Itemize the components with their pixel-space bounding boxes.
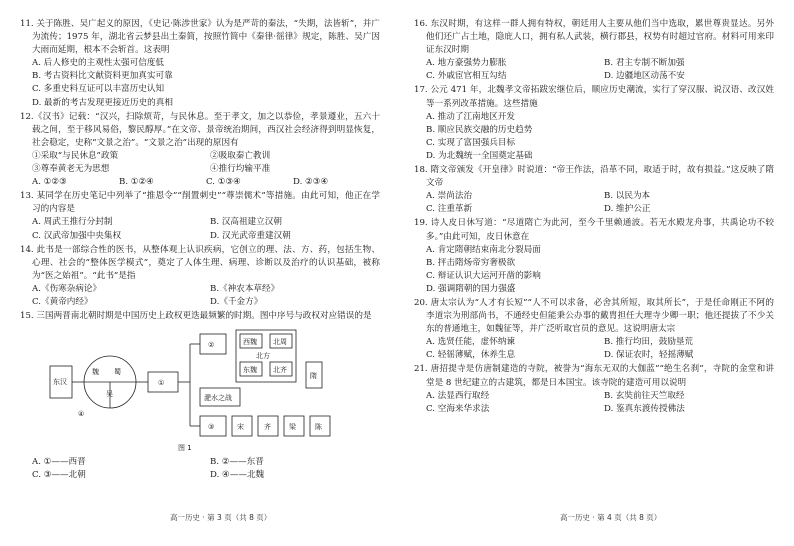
label-sui: 隋 xyxy=(310,372,317,381)
answer-option[interactable]: B. 玄奘前往天竺取经 xyxy=(604,390,685,401)
answer-option[interactable]: B.《神农本草经》 xyxy=(210,283,280,294)
left-column xyxy=(20,18,380,483)
answer-option[interactable]: D. ②③④ xyxy=(293,177,329,188)
answer-option[interactable]: D. 汉光武帝重建汉朝 xyxy=(210,230,291,241)
answer-option[interactable]: B. 汉高祖建立汉朝 xyxy=(210,217,282,228)
answer-options xyxy=(20,456,380,482)
answer-options xyxy=(20,57,380,109)
statement-options xyxy=(20,150,380,176)
answer-option[interactable]: A. 周武王推行分封制 xyxy=(32,217,113,228)
answer-option[interactable]: D. ④——北魏 xyxy=(210,470,265,481)
answer-option[interactable]: B. 推行均田，鼓励垦荒 xyxy=(604,337,694,348)
answer-option[interactable]: B. 君主专制不断加强 xyxy=(604,58,685,69)
answer-option[interactable]: A. 推动了江南地区开发 xyxy=(426,111,516,122)
question xyxy=(414,164,774,216)
question xyxy=(414,18,774,83)
label-dongwei: 东魏 xyxy=(243,366,257,375)
answer-options xyxy=(414,336,774,362)
answer-option[interactable]: B. ①②④ xyxy=(119,177,154,188)
answer-options xyxy=(414,111,774,163)
label-song: 宋 xyxy=(237,423,244,432)
answer-options xyxy=(414,244,774,296)
statement-option: ④推行均输平准 xyxy=(210,164,271,175)
answer-option[interactable]: B. 顺应民族交融的历史趋势 xyxy=(426,124,533,135)
statement-option: ①采取“与民休息”政策 xyxy=(32,150,119,161)
answer-option[interactable]: C.《黄帝内经》 xyxy=(32,296,93,307)
question xyxy=(414,84,774,163)
answer-options xyxy=(20,176,380,189)
label-xiwei: 西魏 xyxy=(243,338,257,347)
answer-option[interactable]: A. 崇尚法治 xyxy=(426,191,473,202)
label-one: ① xyxy=(158,379,165,388)
question xyxy=(20,18,380,110)
label-two: ② xyxy=(208,341,215,350)
label-qi: 齐 xyxy=(264,423,271,432)
label-donghan: 东汉 xyxy=(53,378,67,387)
label-chen: 陈 xyxy=(315,423,322,432)
answer-option[interactable]: C. 实现了富国强兵目标 xyxy=(426,137,516,148)
answer-option[interactable]: A. 后人修史的主观性太强可信度低 xyxy=(32,58,164,69)
question-stem: 14. 此书是一部综合性的医书，从整体观上认识疾病，它创立的理、法、方、药，包括生物、心理、社会的“整体医学模式”，奠定了人体生理、病理、诊断以及治疗的认识基础，被称为“医之始祖”。“此书”是指 xyxy=(20,244,380,281)
answer-option[interactable]: C. ①③④ xyxy=(206,177,241,188)
question-stem: 16. 东汉时期，有这样一群人拥有特权，朝廷用人主要从他们当中选取，累世尊贵显达。另外他们还广占土地，隐庇人口，拥有私人武装，横行郡县，权势有时超过官府。材料可用来印证东汉时期 xyxy=(414,19,774,56)
question-stem: 12.《汉书》记载：“汉兴，扫除烦苛，与民休息。至于孝文，加之以恭俭，孝景遵业，五六十载之间，至于移风易俗，黎民醇厚。”在文帝、景帝统治期间，西汉社会经济得到明显恢复，社会稳定，史称“文景之治”。“文景之治”出现的原因有 xyxy=(20,111,380,148)
question xyxy=(20,111,380,190)
answer-option[interactable]: A. ①②③ xyxy=(32,177,67,188)
answer-option[interactable]: A. 选贤任能，虚怀纳谏 xyxy=(426,337,516,348)
statement-option: ②吸取秦亡教训 xyxy=(210,150,271,161)
question-stem: 18. 隋文帝颁发《开皇律》时说道：“帝王作法，沿革不同，取适于时，故有损益。”这反映了隋文帝 xyxy=(414,165,774,189)
label-wei: 魏 xyxy=(92,368,99,377)
question-stem: 17. 公元 471 年，北魏孝文帝拓跋宏继位后，顺应历史潮流，实行了穿汉服、说汉语、改汉姓等一系列改革措施。这些措施 xyxy=(414,85,774,109)
label-feishui: 淝水之战 xyxy=(204,394,232,403)
statement-option: ③尊奉黄老无为思想 xyxy=(32,164,110,175)
question xyxy=(414,297,774,362)
answer-option[interactable]: B. 以民为本 xyxy=(604,191,651,202)
answer-option[interactable]: A. 肯定隋朝结束南北分裂局面 xyxy=(426,244,541,255)
answer-option[interactable]: C. ③——北朝 xyxy=(32,470,86,481)
question xyxy=(20,310,380,482)
label-beifang: 北方 xyxy=(256,352,270,361)
page-footer-left: 高一历史 · 第 3 页（共 8 页） xyxy=(170,513,272,522)
answer-option[interactable]: D. 最新的考古发现更接近历史的真相 xyxy=(32,97,173,108)
question-stem: 19. 诗人皮日休写道：“尽道隋亡为此河，至今千里赖通波。若无水殿龙舟事，共禹论功不较多。”由此可知，皮日休意在 xyxy=(414,218,774,242)
answer-option[interactable]: C. 空海来华求法 xyxy=(426,403,490,414)
answer-options xyxy=(414,57,774,83)
answer-option[interactable]: D. 边疆地区动荡不安 xyxy=(604,71,685,82)
label-liang: 梁 xyxy=(289,423,296,432)
answer-options xyxy=(414,390,774,416)
answer-option[interactable]: D. 强调隋朝的国力强盛 xyxy=(426,283,516,294)
question-stem: 21. 唐招提寺是仿唐制建造的寺院，被誉为“海东无双的大伽蓝”“绝生名刹”，寺院的金堂和讲堂是 8 世纪建立的古建筑，都是日本国宝。该寺院的建造可用以说明 xyxy=(414,364,774,388)
answer-option[interactable]: A. ①——西晋 xyxy=(32,457,86,468)
answer-option[interactable]: D. 鉴真东渡传授佛法 xyxy=(604,403,685,414)
answer-option[interactable]: C. 注重革新 xyxy=(426,204,473,215)
label-beizhou: 北周 xyxy=(273,338,287,347)
question-stem: 15. 三国两晋南北朝时期是中国历史上政权更迭最频繁的时期。图中序号与政权对应错误的是 xyxy=(20,311,372,322)
question-stem: 13. 某同学在历史笔记中列举了“推恩令”“削置刺史”“尊崇儒术”等措施。由此可知，他正在学习的内容是 xyxy=(20,191,380,215)
answer-option[interactable]: A. 地方豪强势力膨胀 xyxy=(426,58,507,69)
answer-options xyxy=(20,216,380,242)
question xyxy=(414,363,774,415)
answer-option[interactable]: D. 为北魏统一全国奠定基础 xyxy=(426,150,533,161)
question xyxy=(414,217,774,296)
answer-option[interactable]: A. 法显西行取经 xyxy=(426,390,490,401)
label-beiqi: 北齐 xyxy=(273,366,287,375)
figure-caption: 图 1 xyxy=(178,444,192,453)
answer-options xyxy=(414,190,774,216)
answer-option[interactable]: B. 考古资料比文献资料更加真实可靠 xyxy=(32,71,173,82)
answer-option[interactable]: B. ②——东晋 xyxy=(210,457,264,468)
label-four: ④ xyxy=(78,410,85,419)
answer-option[interactable]: C. 汉武帝加强中央集权 xyxy=(32,230,122,241)
question-stem: 20. 唐太宗认为“人才有长短”“人不可以求备，必舍其所短，取其所长”，于是任命刚正不阿的李道宗为刑部尚书，不通经史但能秉公办事的戴胄担任大理寺少卿一职；他还提拔了不少关东的普通地主，如魏征等，并广泛听取官员的意见。这说明唐太宗 xyxy=(414,297,774,335)
answer-option[interactable]: C. 多重史料互证可以丰富历史认知 xyxy=(32,84,165,95)
answer-option[interactable]: D. 维护公正 xyxy=(604,204,651,215)
question-stem: 11. 关于陈胜、吴广起义的原因，《史记·陈涉世家》认为是严苛的秦法，“失期，法皆斩”，并广为流传；1975 年，湖北省云梦县出土秦简，按照竹简中《秦律·徭律》规定，陈胜、吴广因大雨而延期，根本不会斩首。这表明 xyxy=(20,19,380,56)
answer-option[interactable]: B. 抨击隋炀帝穷奢极欲 xyxy=(426,257,516,268)
timeline-figure xyxy=(48,326,338,454)
answer-option[interactable]: D.《千金方》 xyxy=(210,296,263,307)
answer-option[interactable]: C. 辩证认识大运河开凿的影响 xyxy=(426,270,541,281)
answer-option[interactable]: D. 保证农时，轻摇薄赋 xyxy=(604,350,694,361)
answer-options xyxy=(20,283,380,309)
label-shu: 蜀 xyxy=(114,368,121,377)
answer-option[interactable]: C. 外戚宦官相互勾结 xyxy=(426,71,507,82)
answer-option[interactable]: C. 轻徭薄赋，休养生息 xyxy=(426,350,516,361)
right-column xyxy=(414,18,774,417)
answer-option[interactable]: A.《伤寒杂病论》 xyxy=(32,283,102,294)
question xyxy=(20,244,380,309)
label-three: ③ xyxy=(208,423,215,432)
figure-diagram xyxy=(48,326,338,454)
question xyxy=(20,190,380,242)
page-footer-right: 高一历史 · 第 4 页（共 8 页） xyxy=(560,513,662,522)
label-wu: 吴 xyxy=(106,390,113,399)
